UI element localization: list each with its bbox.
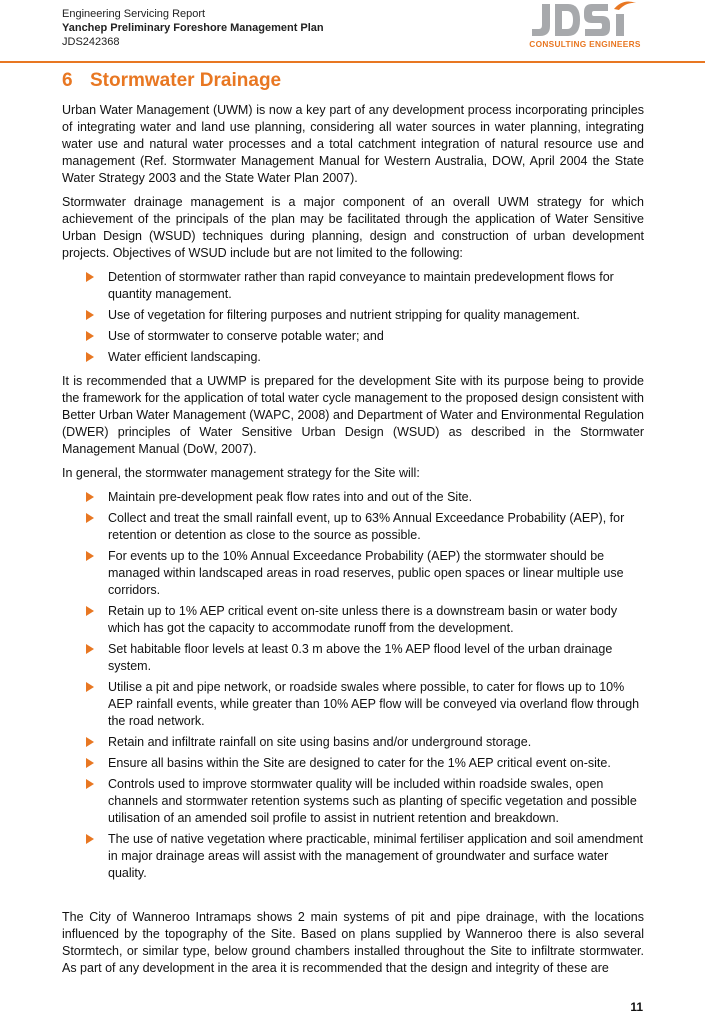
list-item: Controls used to improve stormwater quality will be included within roadside swales, open channels and stormwater retention systems such as planting of specific vegetation and possible utilisation of an amended soil profile to assist in nutrient retention and breakdown. bbox=[62, 776, 644, 827]
paragraph-wanneroo-intramaps: The City of Wanneroo Intramaps shows 2 main systems of pit and pipe drainage, with the locations influenced by the topography of the Site. Based on plans supplied by Wanneroo there is also several Stormtech, or similar type, below ground chambers installed throughout the Site to infiltrate stormwater. As part of any development in the area it is recommended that the design and integrity of these are bbox=[62, 910, 644, 975]
paragraph-uwm-intro: Urban Water Management (UWM) is now a key part of any development process incorporating principles of integrating water and land use planning, considering all water sources in water planning, integrating water use and natural water processes and a total catchment integration of natural resource use and management (Ref. Stormwater Management Manual for Western Australia, DOW, April 2004 the State Water Strategy 2003 and the State Water Plan 2007). bbox=[62, 103, 644, 185]
arrow-bullet-icon bbox=[86, 758, 94, 768]
arrow-bullet-icon bbox=[86, 492, 94, 502]
list-item: Collect and treat the small rainfall event, up to 63% Annual Exceedance Probability (AEP), for retention or detention as close to the source as possible. bbox=[62, 510, 644, 544]
section-title: Stormwater Drainage bbox=[90, 70, 282, 91]
header-project-title: Yanchep Preliminary Foreshore Management Plan bbox=[62, 22, 324, 34]
arrow-bullet-icon bbox=[86, 682, 94, 692]
arrow-bullet-icon bbox=[86, 331, 94, 341]
arrow-bullet-icon bbox=[86, 779, 94, 789]
strategy-list bbox=[62, 489, 644, 882]
header-report-type: Engineering Servicing Report bbox=[62, 8, 206, 20]
arrow-bullet-icon bbox=[86, 352, 94, 362]
list-item: For events up to the 10% Annual Exceedance Probability (AEP) the stormwater should be managed within landscaped areas in road reserves, public open spaces or linear multiple use corridors. bbox=[62, 548, 644, 599]
section-number: 6 bbox=[62, 70, 73, 91]
list-item: Water efficient landscaping. bbox=[62, 349, 644, 366]
header-divider bbox=[0, 61, 705, 63]
list-item: Utilise a pit and pipe network, or roadside swales where possible, to cater for flows up to 10% AEP rainfall events, while greater than 10% AEP flow will be conveyed via overland flow through the road network. bbox=[62, 679, 644, 730]
section-spacer bbox=[62, 889, 644, 909]
paragraph-stormwater-management: Stormwater drainage management is a major component of an overall UWM strategy for which achievement of the principals of the plan may be facilitated through the application of Water Sensitive Urban Design (WSUD) techniques during planning, design and construction of urban development projects. Objectives of WSUD include but are not limited to the following: bbox=[62, 195, 644, 260]
page-body bbox=[62, 69, 644, 984]
wsud-objectives-list bbox=[62, 269, 644, 366]
arrow-bullet-icon bbox=[86, 737, 94, 747]
arrow-bullet-icon bbox=[86, 272, 94, 282]
arrow-bullet-icon bbox=[86, 644, 94, 654]
arrow-bullet-icon bbox=[86, 513, 94, 523]
page-number: 11 bbox=[630, 1000, 643, 1014]
report-header bbox=[62, 7, 324, 49]
arrow-bullet-icon bbox=[86, 834, 94, 844]
list-item: Maintain pre-development peak flow rates into and out of the Site. bbox=[62, 489, 644, 506]
logo-tagline: CONSULTING ENGINEERS bbox=[529, 39, 641, 49]
list-item: Use of vegetation for filtering purposes and nutrient stripping for quality management. bbox=[62, 307, 644, 324]
list-item: Detention of stormwater rather than rapid conveyance to maintain predevelopment flows for quantity management. bbox=[62, 269, 644, 303]
paragraph-uwmp-recommendation: It is recommended that a UWMP is prepared for the development Site with its purpose being to provide the framework for the application of total water cycle management to the proposed design consistent with Better Urban Water Management (WAPC, 2008) and Department of Water and Environmental Regulation (DWER) principles of Water Sensitive Urban Design (WSUD) as described in the Stormwater Management Manual (DoW, 2007). bbox=[62, 374, 644, 456]
list-item: Use of stormwater to conserve potable water; and bbox=[62, 328, 644, 345]
arrow-bullet-icon bbox=[86, 551, 94, 561]
paragraph-strategy-intro: In general, the stormwater management strategy for the Site will: bbox=[62, 466, 420, 480]
arrow-bullet-icon bbox=[86, 606, 94, 616]
list-item: Ensure all basins within the Site are designed to cater for the 1% AEP critical event on-site. bbox=[62, 755, 644, 772]
list-item: Retain up to 1% AEP critical event on-site unless there is a downstream basin or water body which has got the capacity to accommodate runoff from the development. bbox=[62, 603, 644, 637]
list-item: Retain and infiltrate rainfall on site using basins and/or underground storage. bbox=[62, 734, 644, 751]
header-job-number: JDS242368 bbox=[62, 36, 120, 48]
section-heading bbox=[62, 69, 644, 93]
list-item: Set habitable floor levels at least 0.3 m above the 1% AEP flood level of the urban drainage system. bbox=[62, 641, 644, 675]
arrow-bullet-icon bbox=[86, 310, 94, 320]
list-item: The use of native vegetation where practicable, minimal fertiliser application and soil amendment in major drainage areas will assist with the management of groundwater and surface water quality. bbox=[62, 831, 644, 882]
